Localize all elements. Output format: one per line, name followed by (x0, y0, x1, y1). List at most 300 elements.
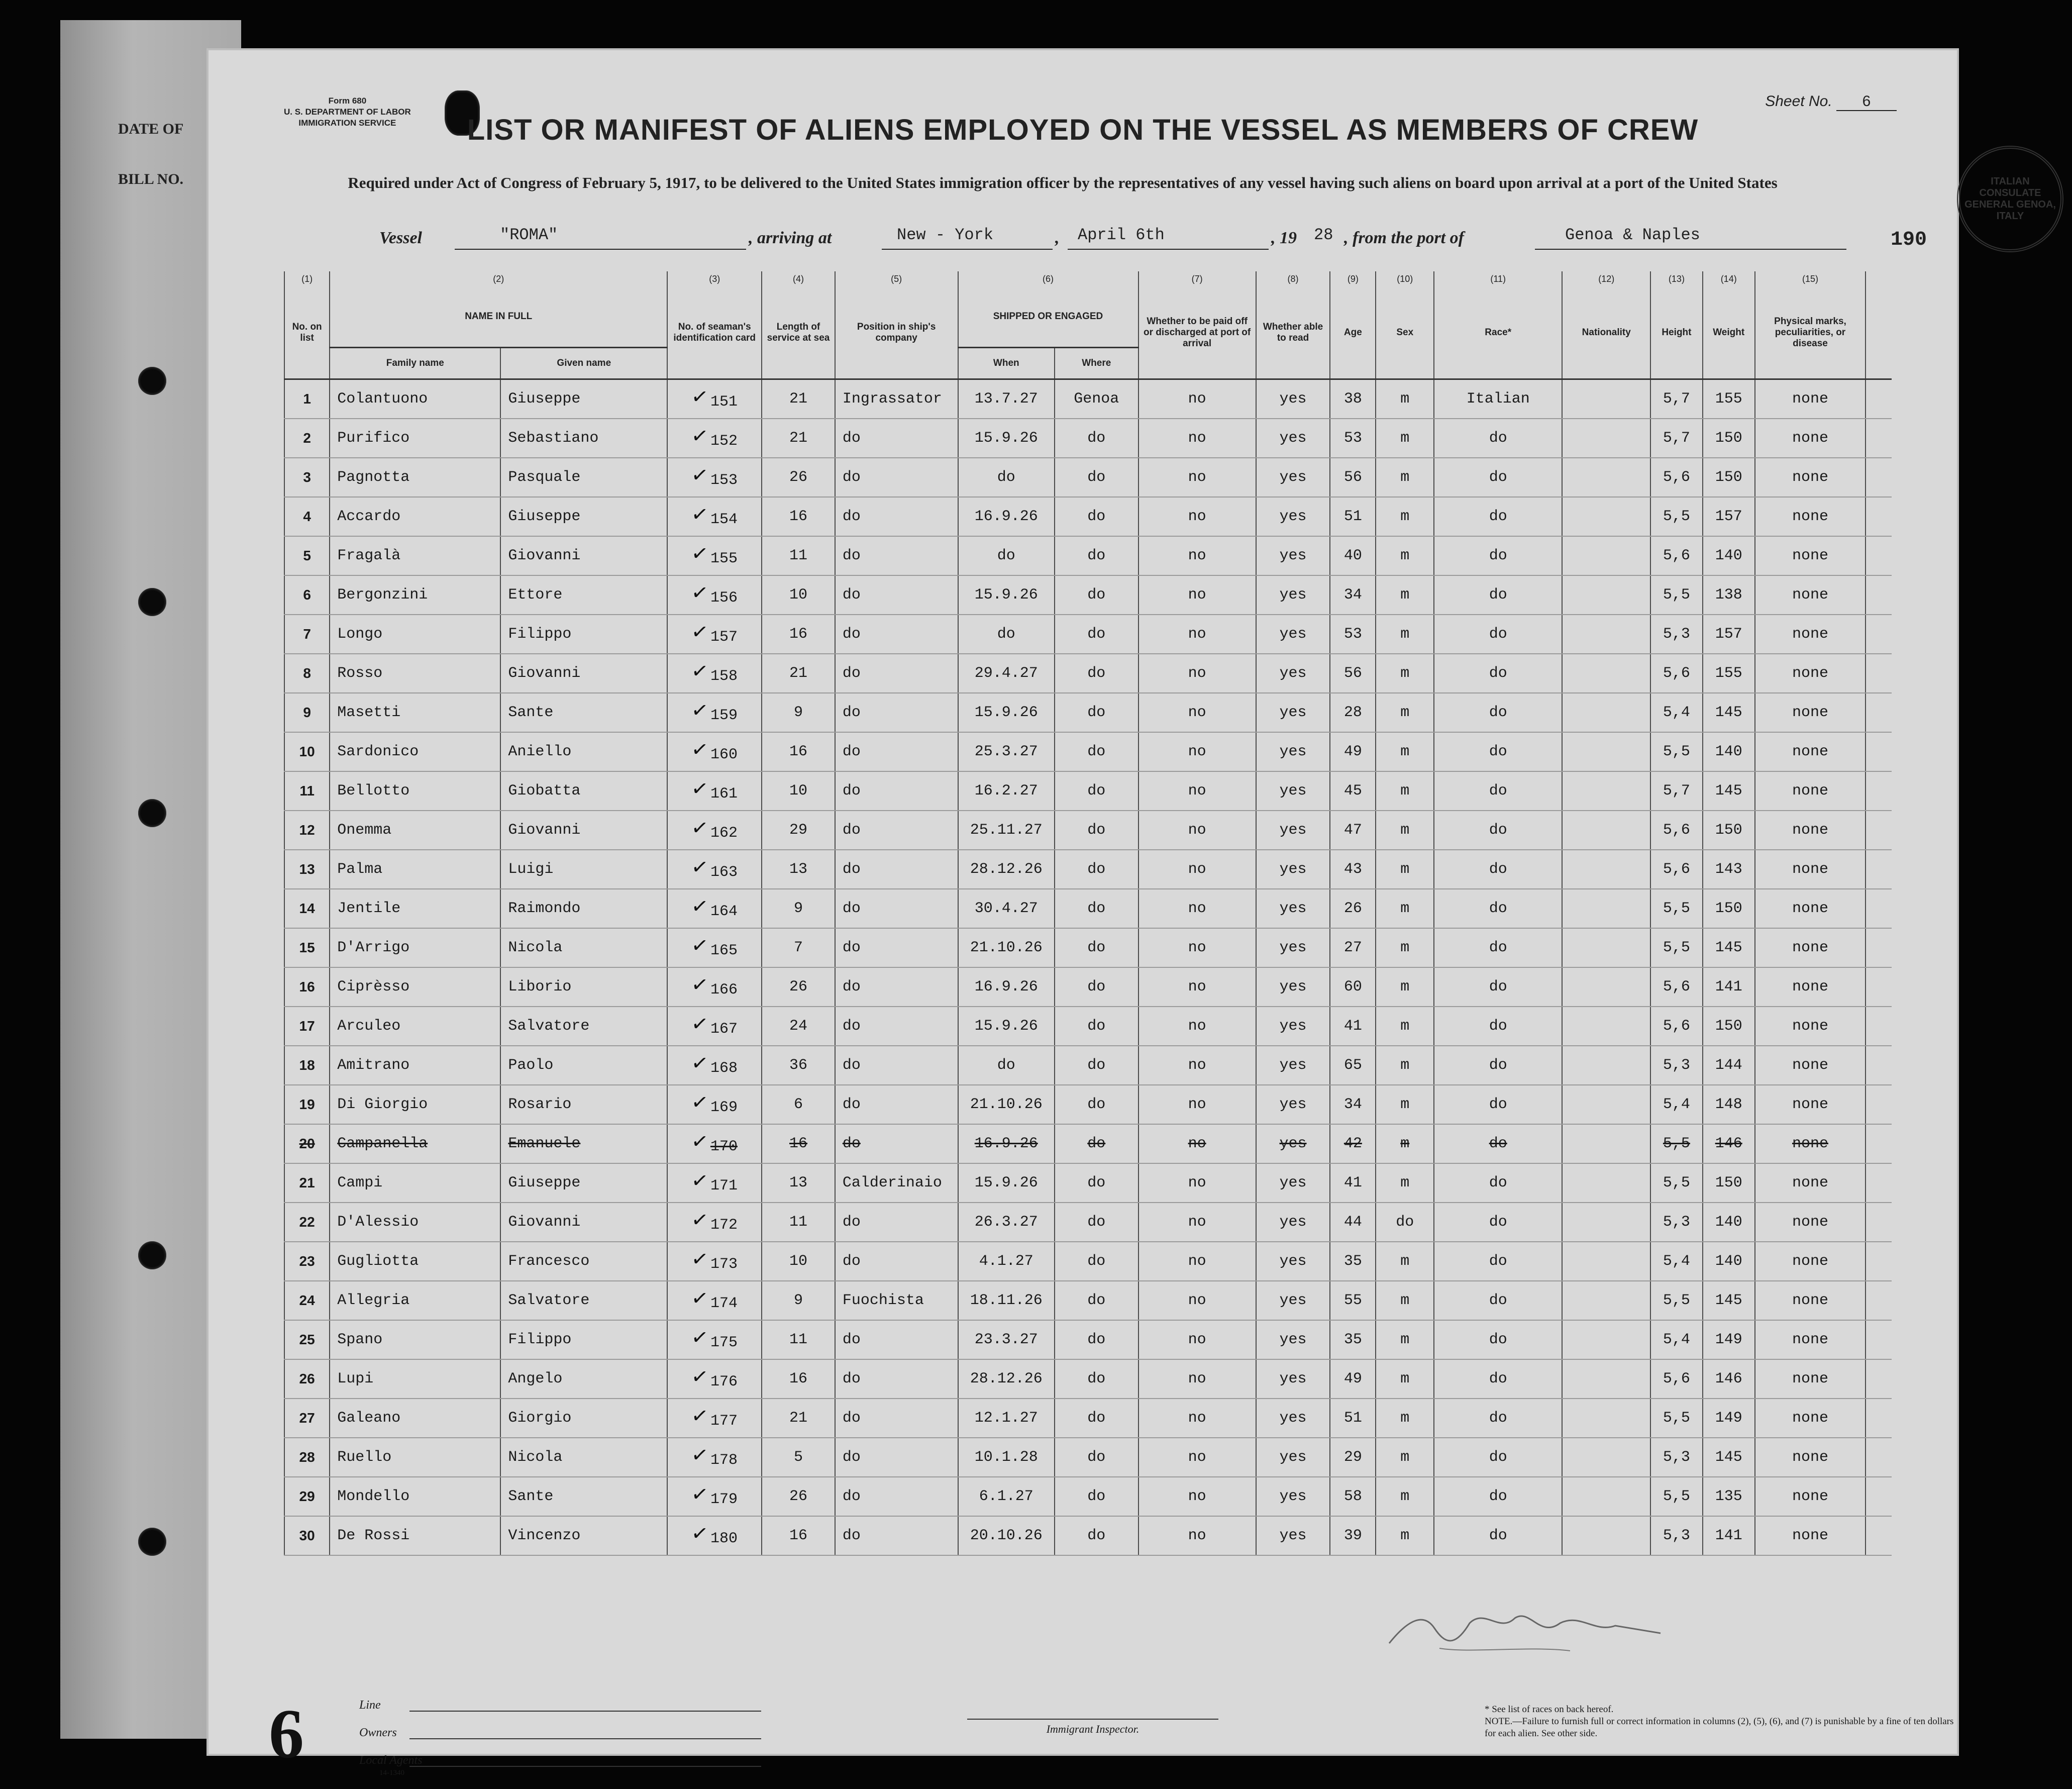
cell-service: 5 (762, 1438, 835, 1477)
cell-when: 15.9.26 (958, 1163, 1055, 1203)
cell-when: 12.1.27 (958, 1399, 1055, 1438)
cell-height: 5,4 (1650, 1242, 1702, 1281)
cell-age: 65 (1330, 1046, 1376, 1085)
cell-read: yes (1256, 1281, 1330, 1320)
cell-family: Purifico (330, 419, 500, 458)
cell-given: Giovanni (500, 811, 667, 850)
table-row (284, 497, 1892, 536)
cell-paid: no (1138, 889, 1256, 928)
cell-given: Salvatore (500, 1007, 667, 1046)
cell-given: Giovanni (500, 654, 667, 693)
year-prefix: , 19 (1271, 229, 1297, 247)
binder-hole (138, 799, 166, 827)
cell-position: do (835, 536, 958, 575)
cell-read: yes (1256, 1085, 1330, 1124)
cell-weight: 150 (1703, 419, 1755, 458)
cell-read: yes (1256, 615, 1330, 654)
cell-sex: m (1376, 497, 1434, 536)
cell-read: yes (1256, 536, 1330, 575)
card-number: 160 (710, 746, 738, 763)
cell-height: 5,4 (1650, 1085, 1702, 1124)
table-row (284, 771, 1892, 811)
cell-where: do (1055, 615, 1138, 654)
cell-read: yes (1256, 811, 1330, 850)
cell-given: Nicola (500, 928, 667, 967)
cell-read: yes (1256, 1399, 1330, 1438)
from-port: Genoa & Naples (1565, 226, 1700, 244)
inspector-line: Immigrant Inspector. (967, 1719, 1218, 1736)
cell-sex: m (1376, 1242, 1434, 1281)
cell-position: do (835, 1477, 958, 1516)
card-number: 156 (710, 589, 738, 607)
inspector-signature (1379, 1598, 1691, 1658)
cell-paid: no (1138, 654, 1256, 693)
card-number: 175 (710, 1334, 738, 1351)
cell-weight: 135 (1703, 1477, 1755, 1516)
cell-family: Onemma (330, 811, 500, 850)
cell-race: do (1434, 654, 1562, 693)
cell-where: do (1055, 1516, 1138, 1555)
cell-marks: none (1755, 732, 1866, 771)
cell-sex: m (1376, 419, 1434, 458)
card-number: 178 (710, 1452, 738, 1469)
table-row (284, 1399, 1892, 1438)
cell-height: 5,6 (1650, 536, 1702, 575)
cell-sex: m (1376, 1163, 1434, 1203)
cell-age: 53 (1330, 615, 1376, 654)
table-row (284, 889, 1892, 928)
cell-paid: no (1138, 1399, 1256, 1438)
cell-given: Giorgio (500, 1399, 667, 1438)
cell-no: 6 (284, 575, 330, 615)
cell-where: do (1055, 771, 1138, 811)
cell-where: do (1055, 654, 1138, 693)
arriving-port: New - York (897, 226, 994, 244)
cell-age: 28 (1330, 693, 1376, 732)
cell-where: do (1055, 1359, 1138, 1399)
department: U. S. DEPARTMENT OF LABOR (284, 107, 411, 117)
cell-no: 1 (284, 379, 330, 419)
cell-height: 5,5 (1650, 1163, 1702, 1203)
checkmark-icon: ✓ (690, 1325, 710, 1351)
manifest-sheet (209, 50, 2056, 1777)
checkmark-icon: ✓ (690, 1168, 710, 1194)
cell-paid: no (1138, 850, 1256, 889)
cell-sex: m (1376, 536, 1434, 575)
cell-weight: 140 (1703, 1203, 1755, 1242)
cell-family: Ciprèsso (330, 967, 500, 1007)
cell-card (667, 850, 762, 889)
cell-paid: no (1138, 732, 1256, 771)
cell-where: do (1055, 811, 1138, 850)
cell-sex: m (1376, 1359, 1434, 1399)
cell-sex: m (1376, 771, 1434, 811)
cell-weight: 145 (1703, 693, 1755, 732)
cell-read: yes (1256, 1242, 1330, 1281)
card-number: 161 (710, 785, 738, 803)
cell-sex: m (1376, 1046, 1434, 1085)
cell-position: do (835, 771, 958, 811)
cell-position: do (835, 1046, 958, 1085)
cell-where: do (1055, 1007, 1138, 1046)
cell-sex: m (1376, 575, 1434, 615)
cell-weight: 145 (1703, 1281, 1755, 1320)
cell-sex: m (1376, 1477, 1434, 1516)
cell-family: Rosso (330, 654, 500, 693)
cell-family: Mondello (330, 1477, 500, 1516)
cell-service: 13 (762, 1163, 835, 1203)
cell-family: Amitrano (330, 1046, 500, 1085)
cell-where: do (1055, 1242, 1138, 1281)
cell-race: do (1434, 1281, 1562, 1320)
cell-card (667, 1242, 762, 1281)
cell-read: yes (1256, 732, 1330, 771)
checkmark-icon: ✓ (690, 1050, 710, 1076)
binder-hole (138, 588, 166, 616)
table-row (284, 1281, 1892, 1320)
cell-weight: 150 (1703, 1007, 1755, 1046)
crew-table (284, 271, 1892, 1556)
cell-height: 5,3 (1650, 615, 1702, 654)
cell-race: do (1434, 458, 1562, 497)
cell-when: 23.3.27 (958, 1320, 1055, 1359)
cell-age: 49 (1330, 732, 1376, 771)
cell-sex: m (1376, 1320, 1434, 1359)
cell-where: do (1055, 458, 1138, 497)
col-physical-marks: Physical marks, peculiarities, or disease (1755, 286, 1866, 379)
cell-where: do (1055, 1124, 1138, 1163)
cell-read: yes (1256, 1516, 1330, 1555)
cell-when: 28.12.26 (958, 850, 1055, 889)
cell-weight: 143 (1703, 850, 1755, 889)
cell-race: do (1434, 615, 1562, 654)
cell-card (667, 575, 762, 615)
cell-race: do (1434, 1320, 1562, 1359)
card-number: 162 (710, 825, 738, 842)
cell-read: yes (1256, 928, 1330, 967)
cell-height: 5,3 (1650, 1046, 1702, 1085)
cell-where: do (1055, 419, 1138, 458)
stub-bill-label: BILL NO. (118, 171, 184, 187)
form-number: Form 680 (328, 96, 367, 106)
arrival-date: April 6th (1078, 226, 1165, 244)
cell-sex: m (1376, 1516, 1434, 1555)
cell-read: yes (1256, 654, 1330, 693)
cell-when: 18.11.26 (958, 1281, 1055, 1320)
cell-age: 35 (1330, 1242, 1376, 1281)
cell-given: Sebastiano (500, 419, 667, 458)
cell-height: 5,4 (1650, 693, 1702, 732)
cell-where: do (1055, 1046, 1138, 1085)
cell-sex: m (1376, 1399, 1434, 1438)
cell-where: do (1055, 1085, 1138, 1124)
col-paid-off: Whether to be paid off or discharged at port of arrival (1138, 286, 1256, 379)
table-row (284, 615, 1892, 654)
cell-service: 16 (762, 1359, 835, 1399)
card-number: 167 (710, 1021, 738, 1038)
cell-sex: m (1376, 1007, 1434, 1046)
cell-given: Angelo (500, 1359, 667, 1399)
cell-paid: no (1138, 536, 1256, 575)
cell-height: 5,3 (1650, 1516, 1702, 1555)
cell-sex: m (1376, 1438, 1434, 1477)
cell-race: do (1434, 1477, 1562, 1516)
cell-paid: no (1138, 1477, 1256, 1516)
cell-paid: no (1138, 379, 1256, 419)
sheet-number-field (1765, 93, 1897, 111)
cell-card (667, 1163, 762, 1203)
cell-position: do (835, 1007, 958, 1046)
cell-given: Filippo (500, 1320, 667, 1359)
cell-no: 27 (284, 1399, 330, 1438)
cell-service: 9 (762, 693, 835, 732)
cell-read: yes (1256, 1320, 1330, 1359)
table-row (284, 1124, 1892, 1163)
penalty-note: NOTE.—Failure to furnish full or correct information in columns (2), (5), (6), and (7) is punishable by a fine of ten dollars for each alien. See other side. (1485, 1716, 1954, 1739)
card-number: 171 (710, 1177, 738, 1195)
cell-service: 9 (762, 1281, 835, 1320)
cell-weight: 138 (1703, 575, 1755, 615)
cell-when: 28.12.26 (958, 1359, 1055, 1399)
cell-age: 55 (1330, 1281, 1376, 1320)
card-number: 159 (710, 707, 738, 724)
cell-service: 16 (762, 497, 835, 536)
cell-race: do (1434, 1007, 1562, 1046)
cell-when: 16.9.26 (958, 1124, 1055, 1163)
sheet-mark: 6 (269, 1695, 304, 1773)
cell-weight: 150 (1703, 458, 1755, 497)
cell-height: 5,6 (1650, 967, 1702, 1007)
cell-paid: no (1138, 1281, 1256, 1320)
cell-read: yes (1256, 458, 1330, 497)
cell-race: do (1434, 771, 1562, 811)
cell-marks: none (1755, 497, 1866, 536)
col-shipped-engaged: SHIPPED OR ENGAGED (958, 286, 1138, 348)
checkmark-icon: ✓ (690, 502, 710, 528)
cell-paid: no (1138, 458, 1256, 497)
cell-card (667, 1477, 762, 1516)
cell-height: 5,5 (1650, 575, 1702, 615)
cell-card (667, 536, 762, 575)
col-when: When (958, 348, 1055, 379)
cell-height: 5,5 (1650, 889, 1702, 928)
cell-when: 26.3.27 (958, 1203, 1055, 1242)
cell-when: 15.9.26 (958, 693, 1055, 732)
cell-marks: none (1755, 575, 1866, 615)
cell-given: Sante (500, 693, 667, 732)
cell-service: 21 (762, 654, 835, 693)
cell-paid: no (1138, 1124, 1256, 1163)
cell-given: Pasquale (500, 458, 667, 497)
cell-marks: none (1755, 458, 1866, 497)
cell-family: Colantuono (330, 379, 500, 419)
cell-paid: no (1138, 1359, 1256, 1399)
footnote (1485, 1704, 1962, 1740)
cell-given: Sante (500, 1477, 667, 1516)
cell-weight: 155 (1703, 379, 1755, 419)
col-family-name: Family name (330, 348, 500, 379)
cell-paid: no (1138, 575, 1256, 615)
cell-weight: 149 (1703, 1320, 1755, 1359)
cell-height: 5,5 (1650, 928, 1702, 967)
cell-paid: no (1138, 693, 1256, 732)
cell-when: do (958, 458, 1055, 497)
cell-where: do (1055, 575, 1138, 615)
table-row (284, 1007, 1892, 1046)
table-row (284, 1203, 1892, 1242)
cell-sex: do (1376, 1203, 1434, 1242)
cell-weight: 140 (1703, 536, 1755, 575)
cell-service: 26 (762, 458, 835, 497)
cell-read: yes (1256, 1163, 1330, 1203)
cell-where: do (1055, 1477, 1138, 1516)
cell-when: 10.1.28 (958, 1438, 1055, 1477)
cell-marks: none (1755, 1046, 1866, 1085)
cell-marks: none (1755, 693, 1866, 732)
column-number-row: (1) (2) (3) (4) (5) (6) (7) (8) (9) (10) (11) (12) (13) (14) (15) (284, 271, 1892, 286)
cell-card (667, 967, 762, 1007)
cell-family: Fragalà (330, 536, 500, 575)
cell-race: do (1434, 1046, 1562, 1085)
cell-family: Campi (330, 1163, 500, 1203)
cell-position: do (835, 654, 958, 693)
cell-given: Paolo (500, 1046, 667, 1085)
cell-given: Emanuele (500, 1124, 667, 1163)
cell-when: do (958, 615, 1055, 654)
card-number: 176 (710, 1373, 738, 1390)
cell-read: yes (1256, 1203, 1330, 1242)
cell-when: 16.2.27 (958, 771, 1055, 811)
cell-no: 28 (284, 1438, 330, 1477)
checkmark-icon: ✓ (690, 776, 710, 802)
cell-read: yes (1256, 967, 1330, 1007)
cell-height: 5,3 (1650, 1438, 1702, 1477)
cell-height: 5,7 (1650, 771, 1702, 811)
cell-paid: no (1138, 419, 1256, 458)
cell-where: do (1055, 1163, 1138, 1203)
header-row (284, 286, 1892, 348)
cell-when: 25.3.27 (958, 732, 1055, 771)
cell-read: yes (1256, 693, 1330, 732)
cell-weight: 150 (1703, 811, 1755, 850)
cell-paid: no (1138, 811, 1256, 850)
vessel-name: "ROMA" (500, 226, 558, 244)
cell-given: Nicola (500, 1438, 667, 1477)
table-row (284, 1085, 1892, 1124)
cell-no: 19 (284, 1085, 330, 1124)
cell-age: 42 (1330, 1124, 1376, 1163)
cell-card (667, 1007, 762, 1046)
cell-service: 11 (762, 536, 835, 575)
cell-position: do (835, 889, 958, 928)
cell-position: do (835, 1516, 958, 1555)
cell-where: do (1055, 928, 1138, 967)
cell-no: 14 (284, 889, 330, 928)
cell-service: 16 (762, 1516, 835, 1555)
cell-card (667, 419, 762, 458)
cell-service: 26 (762, 967, 835, 1007)
checkmark-icon: ✓ (690, 1364, 710, 1390)
checkmark-icon: ✓ (690, 815, 710, 841)
cell-when: 25.11.27 (958, 811, 1055, 850)
cell-age: 40 (1330, 536, 1376, 575)
card-number: 154 (710, 511, 738, 528)
cell-weight: 148 (1703, 1085, 1755, 1124)
cell-marks: none (1755, 1163, 1866, 1203)
cell-family: Di Giorgio (330, 1085, 500, 1124)
checkmark-icon: ✓ (690, 893, 710, 920)
cell-given: Vincenzo (500, 1516, 667, 1555)
cell-height: 5,5 (1650, 1281, 1702, 1320)
card-number: 169 (710, 1099, 738, 1116)
service: IMMIGRATION SERVICE (298, 118, 396, 128)
card-number: 158 (710, 668, 738, 685)
checkmark-icon: ✓ (690, 737, 710, 763)
checkmark-icon: ✓ (690, 541, 710, 567)
cell-age: 45 (1330, 771, 1376, 811)
cell-position: Ingrassator (835, 379, 958, 419)
col-age: Age (1330, 286, 1376, 379)
cell-no: 12 (284, 811, 330, 850)
cell-marks: none (1755, 654, 1866, 693)
cell-marks: none (1755, 536, 1866, 575)
cell-service: 16 (762, 732, 835, 771)
cell-race: do (1434, 497, 1562, 536)
cell-age: 43 (1330, 850, 1376, 889)
col-name-in-full: NAME IN FULL (330, 286, 667, 348)
cell-age: 27 (1330, 928, 1376, 967)
card-number: 155 (710, 550, 738, 567)
cell-where: do (1055, 850, 1138, 889)
cell-when: 16.9.26 (958, 497, 1055, 536)
table-row (284, 811, 1892, 850)
cell-given: Giovanni (500, 1203, 667, 1242)
cell-race: do (1434, 693, 1562, 732)
cell-where: do (1055, 536, 1138, 575)
cell-when: 4.1.27 (958, 1242, 1055, 1281)
stub-date-label: DATE OF (118, 121, 184, 137)
cell-height: 5,5 (1650, 732, 1702, 771)
cell-no: 11 (284, 771, 330, 811)
cell-where: do (1055, 1438, 1138, 1477)
cell-weight: 145 (1703, 1438, 1755, 1477)
cell-when: 16.9.26 (958, 967, 1055, 1007)
cell-race: do (1434, 1359, 1562, 1399)
cell-no: 3 (284, 458, 330, 497)
cell-position: do (835, 811, 958, 850)
cell-weight: 145 (1703, 928, 1755, 967)
cell-sex: m (1376, 967, 1434, 1007)
cell-card (667, 928, 762, 967)
cell-given: Rosario (500, 1085, 667, 1124)
checkmark-icon: ✓ (690, 1442, 710, 1468)
cell-marks: none (1755, 1516, 1866, 1555)
table-row (284, 1438, 1892, 1477)
cell-where: do (1055, 497, 1138, 536)
cell-position: do (835, 850, 958, 889)
cell-age: 56 (1330, 458, 1376, 497)
cell-service: 21 (762, 419, 835, 458)
cell-race: do (1434, 928, 1562, 967)
cell-card (667, 1438, 762, 1477)
cell-no: 4 (284, 497, 330, 536)
cell-age: 49 (1330, 1359, 1376, 1399)
cell-height: 5,4 (1650, 1320, 1702, 1359)
cell-paid: no (1138, 1046, 1256, 1085)
cell-given: Ettore (500, 575, 667, 615)
card-number: 180 (710, 1530, 738, 1547)
table-row (284, 654, 1892, 693)
